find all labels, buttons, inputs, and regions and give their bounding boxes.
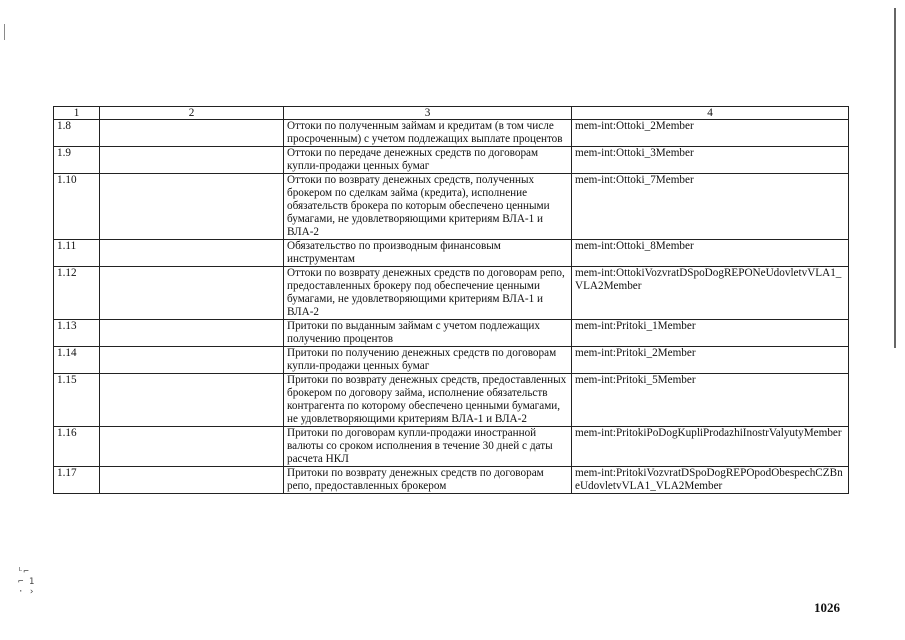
indicator-description-cell: Оттоки по передаче денежных средств по договорам купли-продажи ценных бумаг: [284, 147, 572, 174]
empty-cell: [100, 374, 284, 427]
header-row: [54, 107, 849, 120]
table-body: [54, 120, 849, 494]
row-number-cell: 1.17: [54, 467, 100, 494]
indicator-description-cell: Оттоки по полученным займам и кредитам (в том числе просроченным) с учетом подлежащих выплате процентов: [284, 120, 572, 147]
member-identifier-cell: mem-int:Ottoki_3Member: [572, 147, 849, 174]
empty-cell: [100, 347, 284, 374]
table-row: [54, 267, 849, 320]
empty-cell: [100, 320, 284, 347]
member-identifier-cell: mem-int:Pritoki_1Member: [572, 320, 849, 347]
row-number-cell: 1.11: [54, 240, 100, 267]
empty-cell: [100, 147, 284, 174]
margin-mark: ⌐ 1: [18, 577, 35, 587]
margin-mark: · ›: [18, 587, 35, 597]
row-number-cell: 1.13: [54, 320, 100, 347]
table-row: [54, 347, 849, 374]
indicator-description-cell: Притоки по получению денежных средств по договорам купли-продажи ценных бумаг: [284, 347, 572, 374]
row-number-cell: 1.8: [54, 120, 100, 147]
member-identifier-cell: mem-int:OttokiVozvratDSpoDogREPONeUdovletvVLA1_VLA2Member: [572, 267, 849, 320]
table-row: [54, 120, 849, 147]
table-row: [54, 240, 849, 267]
table-row: [54, 147, 849, 174]
row-number-cell: 1.16: [54, 427, 100, 467]
empty-cell: [100, 427, 284, 467]
row-number-cell: 1.9: [54, 147, 100, 174]
table-row: [54, 320, 849, 347]
table-row: [54, 174, 849, 240]
scan-edge-mark-right: [894, 8, 896, 348]
binding-margin-marks: [18, 567, 34, 597]
column-header-2: 2: [100, 107, 284, 120]
member-identifier-cell: mem-int:PritokiPoDogKupliProdazhiInostrValyutyMember: [572, 427, 849, 467]
indicator-description-cell: Обязательство по производным финансовым инструментам: [284, 240, 572, 267]
indicator-description-cell: Оттоки по возврату денежных средств по договорам репо, предоставленных брокеру под обеспечение ценными бумагами, не удовлетворяющими критериям ВЛА-1 и ВЛА-2: [284, 267, 572, 320]
row-number-cell: 1.14: [54, 347, 100, 374]
table-row: [54, 467, 849, 494]
table-row: [54, 374, 849, 427]
indicator-description-cell: Оттоки по возврату денежных средств, полученных брокером по сделкам займа (кредита), исполнение обязательств брокера по которым обеспечено ценными бумагами, не удовлетворяющими критериям ВЛА-1 и ВЛА-2: [284, 174, 572, 240]
indicator-table: [53, 106, 849, 494]
column-header-4: 4: [572, 107, 849, 120]
row-number-cell: 1.15: [54, 374, 100, 427]
indicator-description-cell: Притоки по договорам купли-продажи иностранной валюты со сроком исполнения в течение 30 дней с даты расчета НКЛ: [284, 427, 572, 467]
member-identifier-cell: mem-int:Ottoki_7Member: [572, 174, 849, 240]
member-identifier-cell: mem-int:Ottoki_8Member: [572, 240, 849, 267]
table-row: [54, 427, 849, 467]
empty-cell: [100, 120, 284, 147]
indicator-description-cell: Притоки по возврату денежных средств, предоставленных брокером по договору займа, исполнение обязательств контрагента по которому обеспечено ценными бумагами, не удовлетворяющими критериям ВЛА-1 и ВЛА-2: [284, 374, 572, 427]
column-header-3: 3: [284, 107, 572, 120]
table-header: [54, 107, 849, 120]
empty-cell: [100, 467, 284, 494]
member-identifier-cell: mem-int:Ottoki_2Member: [572, 120, 849, 147]
empty-cell: [100, 174, 284, 240]
indicator-description-cell: Притоки по выданным займам с учетом подлежащих получению процентов: [284, 320, 572, 347]
column-header-1: 1: [54, 107, 100, 120]
member-identifier-cell: mem-int:Pritoki_2Member: [572, 347, 849, 374]
indicator-description-cell: Притоки по возврату денежных средств по договорам репо, предоставленных брокером: [284, 467, 572, 494]
empty-cell: [100, 267, 284, 320]
scan-edge-mark-left: [4, 24, 5, 40]
page-number: 1026: [814, 600, 840, 615]
margin-mark: ᴸ⌐: [18, 567, 29, 577]
row-number-cell: 1.12: [54, 267, 100, 320]
member-identifier-cell: mem-int:PritokiVozvratDSpoDogREPOpodObespechCZBneUdovletvVLA1_VLA2Member: [572, 467, 849, 494]
empty-cell: [100, 240, 284, 267]
row-number-cell: 1.10: [54, 174, 100, 240]
member-identifier-cell: mem-int:Pritoki_5Member: [572, 374, 849, 427]
